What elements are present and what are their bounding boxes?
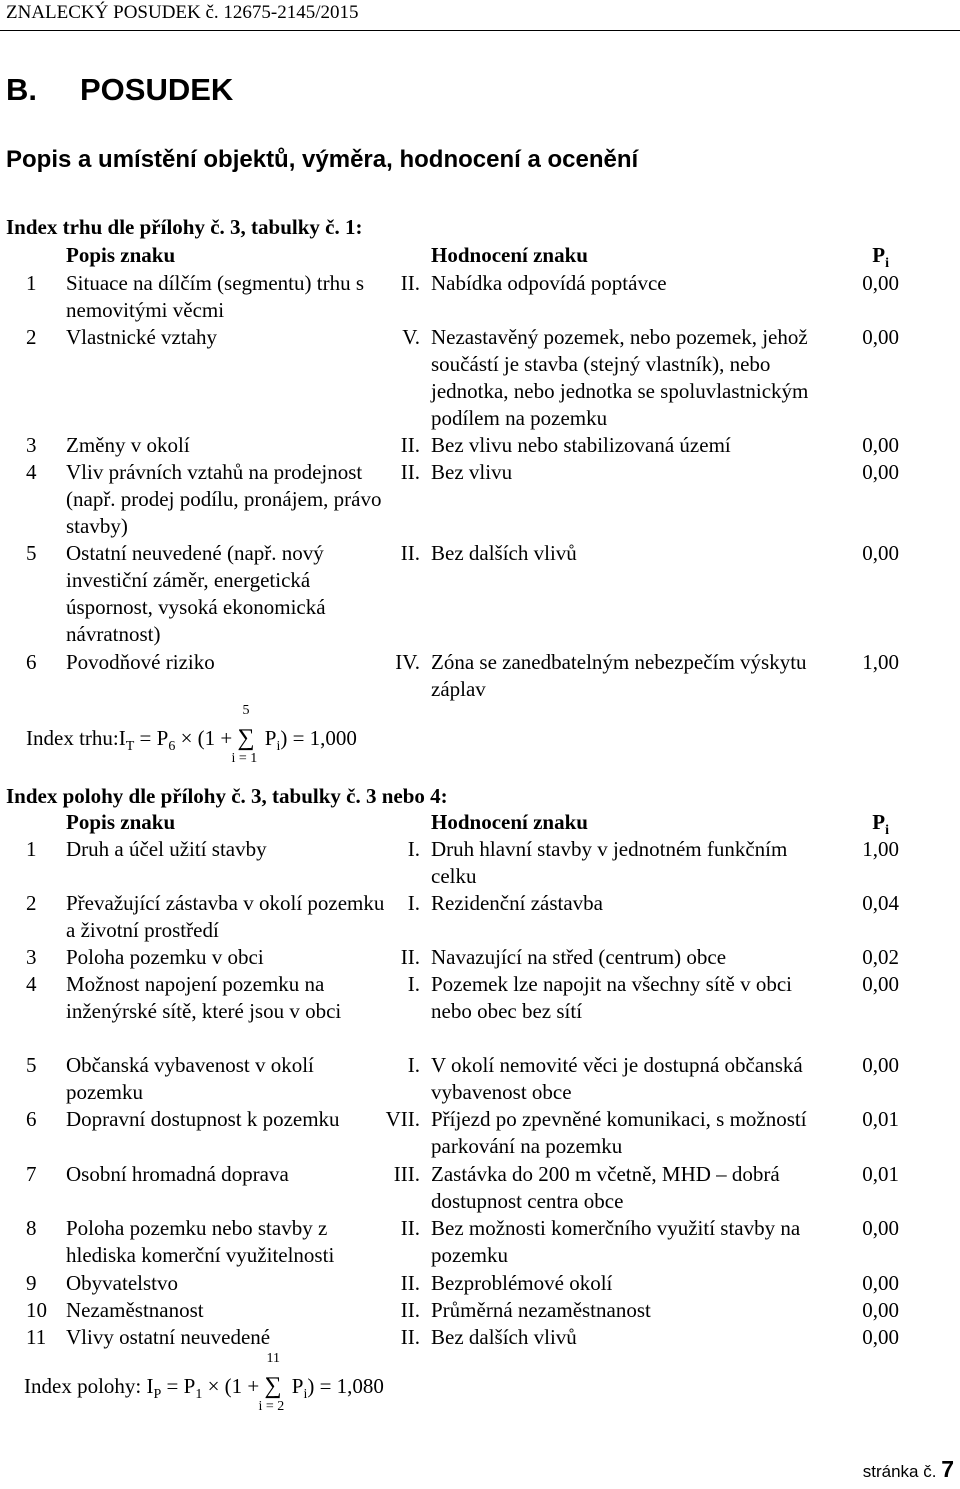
row-level: III. [393, 1162, 420, 1186]
page-number: stránka č. 7 [862, 1456, 954, 1482]
trh-sum-top: 5 [242, 703, 250, 718]
row-number: 5 [26, 541, 37, 565]
row-p-value: 1,00 [862, 650, 899, 674]
row-number: 6 [26, 650, 37, 674]
row-description: Poloha pozemku nebo stavby z hlediska komerční využitelnosti [66, 1216, 335, 1267]
row-description: Druh a účel užití stavby [66, 837, 267, 861]
row-p-value: 0,00 [862, 541, 899, 565]
row-description: Osobní hromadná doprava [66, 1162, 289, 1186]
row-number: 3 [26, 433, 37, 457]
trh-col-hodnoceni: Hodnocení znaku [431, 243, 588, 267]
row-number: 5 [26, 1053, 37, 1077]
poloha-col-p: $P_i$ [872, 810, 889, 839]
row-p-value: 0,00 [862, 1271, 899, 1295]
row-evaluation: Pozemek lze napojit na všechny sítě v obci nebo obec bez sítí [431, 972, 792, 1023]
row-p-value: 0,00 [862, 1053, 899, 1077]
poloha-sum-top: 11 [266, 1351, 280, 1366]
row-number: 9 [26, 1271, 37, 1295]
row-evaluation: Bez dalších vlivů [431, 541, 577, 565]
row-evaluation: Bez vlivu [431, 460, 513, 484]
row-number: 2 [26, 891, 37, 915]
row-number: 7 [26, 1162, 37, 1186]
row-p-value: 0,02 [862, 945, 899, 969]
row-number: 6 [26, 1107, 37, 1131]
poloha-formula: Index polohy: $I_P = P_1 \times (1$ + 11 ∑ i = 2 $P_i) = 1,080$ [24, 1351, 384, 1414]
row-level: II. [400, 460, 420, 484]
row-evaluation: Navazující na střed (centrum) obce [431, 945, 727, 969]
row-description: Vliv právních vztahů na prodejnost (např. prodej podílu, pronájem, právo stavby) [66, 460, 382, 538]
page-subtitle: Popis a umístění objektů, výměra, hodnocení a ocenění [6, 146, 639, 173]
row-level: I. [407, 891, 420, 915]
row-level: I. [407, 837, 420, 861]
row-description: Ostatní neuvedené (např. nový investiční záměr, energetická úspornost, vysoká ekonomická návratnost) [66, 541, 326, 646]
row-p-value: 0,00 [862, 972, 899, 996]
row-description: Převažující zástavba v okolí pozemku a životní prostředí [66, 891, 385, 942]
document-header: ZNALECKÝ POSUDEK č. 12675-2145/2015 [6, 2, 359, 23]
poloha-col-hodnoceni: Hodnocení znaku [431, 810, 588, 834]
row-p-value: 0,00 [862, 433, 899, 457]
row-p-value: 0,00 [862, 271, 899, 295]
row-level: I. [407, 972, 420, 996]
row-level: II. [400, 1271, 420, 1295]
row-evaluation: Zóna se zanedbatelným nebezpečím výskytu záplav [431, 650, 807, 701]
section-label: B. [6, 72, 37, 107]
row-number: 11 [26, 1325, 47, 1349]
poloha-title: Index polohy dle přílohy č. 3, tabulky č. 3 nebo 4: [6, 784, 448, 808]
row-level: II. [400, 541, 420, 565]
row-number: 10 [26, 1298, 47, 1322]
row-evaluation: Bezproblémové okolí [431, 1271, 613, 1295]
trh-col-p: $P_i$ [872, 243, 889, 272]
row-level: II. [400, 433, 420, 457]
row-number: 4 [26, 972, 37, 996]
poloha-col-popis: Popis znaku [66, 810, 176, 834]
row-description: Vlivy ostatní neuvedené [66, 1325, 271, 1349]
sum-icon: ∑ [264, 1373, 282, 1399]
row-number: 2 [26, 325, 37, 349]
row-number: 1 [26, 271, 37, 295]
sum-icon: ∑ [237, 725, 255, 751]
row-description: Obyvatelstvo [66, 1271, 178, 1295]
row-level: I. [407, 1053, 420, 1077]
row-level: II. [400, 1298, 420, 1322]
trh-sum-bottom: i = 1 [231, 751, 258, 766]
row-description: Situace na dílčím (segmentu) trhu s nemovitými věcmi [66, 271, 365, 322]
row-level: VII. [385, 1107, 420, 1131]
row-number: 8 [26, 1216, 37, 1240]
row-level: II. [400, 945, 420, 969]
row-description: Nezaměstnanost [66, 1298, 204, 1322]
row-p-value: 0,00 [862, 325, 899, 349]
trh-col-popis: Popis znaku [66, 243, 176, 267]
row-evaluation: Nezastavěný pozemek, nebo pozemek, jehož součástí je stavba (stejný vlastník), nebo jednotka, nebo jednotka se spoluvlastnickým podílem na pozemku [431, 325, 809, 430]
row-level: II. [400, 271, 420, 295]
row-level: II. [400, 1216, 420, 1240]
row-description: Poloha pozemku v obci [66, 945, 264, 969]
header-divider [0, 30, 960, 31]
poloha-sum-bottom: i = 2 [258, 1399, 285, 1414]
row-number: 1 [26, 837, 37, 861]
row-evaluation: Bez vlivu nebo stabilizovaná území [431, 433, 731, 457]
row-description: Dopravní dostupnost k pozemku [66, 1107, 340, 1131]
row-p-value: 0,00 [862, 460, 899, 484]
row-p-value: 0,00 [862, 1216, 899, 1240]
row-p-value: 0,01 [862, 1107, 899, 1131]
row-p-value: 0,01 [862, 1162, 899, 1186]
row-p-value: 0,04 [862, 891, 899, 915]
row-evaluation: Rezidenční zástavba [431, 891, 603, 915]
row-level: IV. [395, 650, 420, 674]
row-evaluation: Nabídka odpovídá poptávce [431, 271, 667, 295]
row-description: Občanská vybavenost v okolí pozemku [66, 1053, 314, 1104]
row-evaluation: Zastávka do 200 m včetně, MHD – dobrá dostupnost centra obce [431, 1162, 780, 1213]
trh-title: Index trhu dle přílohy č. 3, tabulky č. 1: [6, 215, 363, 239]
row-p-value: 1,00 [862, 837, 899, 861]
row-description: Změny v okolí [66, 433, 190, 457]
row-evaluation: Průměrná nezaměstnanost [431, 1298, 651, 1322]
row-number: 3 [26, 945, 37, 969]
row-p-value: 0,00 [862, 1325, 899, 1349]
row-p-value: 0,00 [862, 1298, 899, 1322]
section-title: POSUDEK [80, 72, 234, 107]
trh-formula: Index $trhu:I_T = P_6 \times (1$ + 5 ∑ i = 1 $P_i) = 1,000$ [26, 703, 357, 766]
row-number: 4 [26, 460, 37, 484]
row-level: II. [400, 1325, 420, 1349]
row-description: Povodňové riziko [66, 650, 215, 674]
row-description: Možnost napojení pozemku na inženýrské sítě, které jsou v obci [66, 972, 342, 1023]
row-evaluation: Bez možnosti komerčního využití stavby na pozemku [431, 1216, 801, 1267]
row-evaluation: Bez dalších vlivů [431, 1325, 577, 1349]
row-description: Vlastnické vztahy [66, 325, 218, 349]
row-level: V. [402, 325, 420, 349]
row-evaluation: V okolí nemovité věci je dostupná občanská vybavenost obce [431, 1053, 803, 1104]
row-evaluation: Druh hlavní stavby v jednotném funkčním celku [431, 837, 788, 888]
row-evaluation: Příjezd po zpevněné komunikaci, s možností parkování na pozemku [431, 1107, 807, 1158]
